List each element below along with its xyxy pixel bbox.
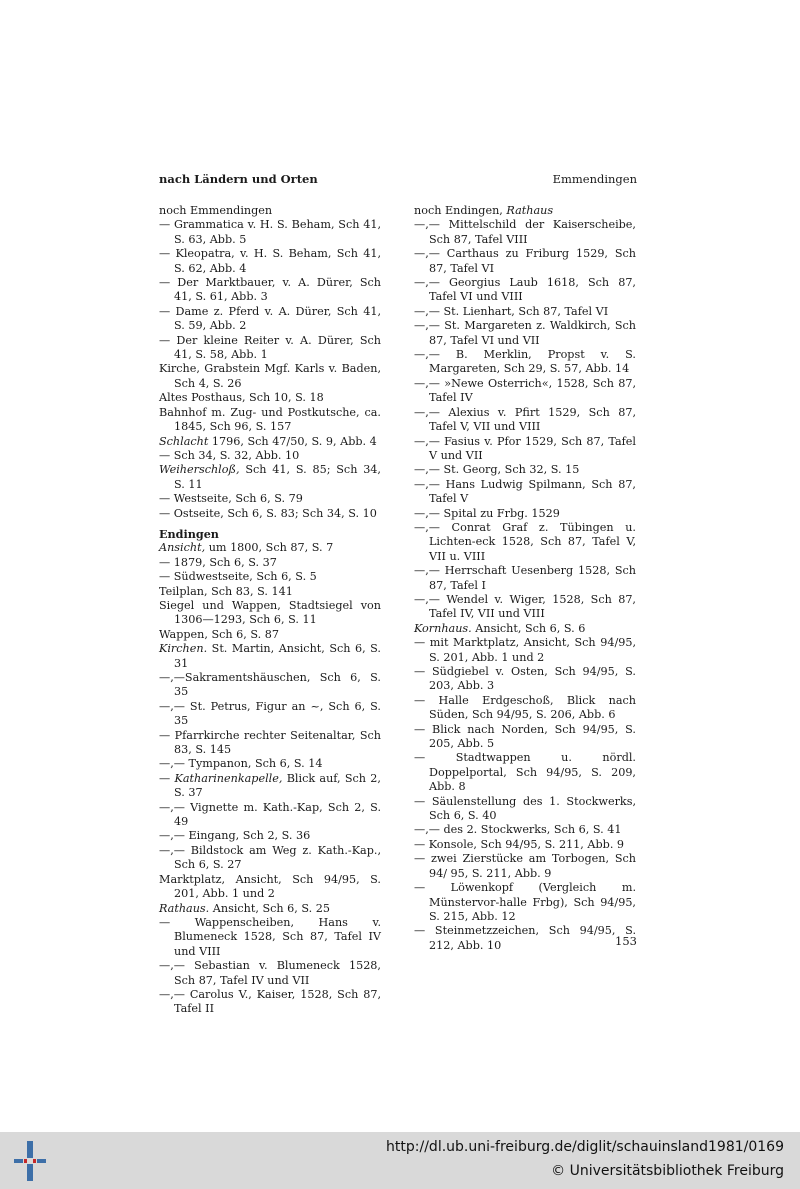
entry-italic-term: Kirchen. (159, 642, 208, 656)
index-entry (159, 492, 381, 506)
entry-text: — Konsole, Sch 94/95, S. 211, Abb. 9 (414, 837, 625, 851)
source-url-link[interactable]: http://dl.ub.uni-freiburg.de/diglit/schauinsland1981/0169 (386, 1139, 784, 1155)
footer-bar (0, 1132, 800, 1189)
entry-text: — Südwestseite, Sch 6, S. 5 (159, 570, 317, 584)
index-entry (159, 406, 381, 435)
index-entry (159, 599, 381, 628)
index-entry (414, 435, 636, 464)
index-entry (159, 247, 381, 276)
index-entry (159, 541, 381, 555)
index-entry (414, 723, 636, 752)
entry-text: —,— Herrschaft Uesenberg 1528, Sch 87, Tafel I (414, 564, 636, 592)
index-entry (159, 772, 381, 801)
entry-text: noch Emmendingen (159, 204, 273, 217)
index-entry (159, 829, 381, 843)
index-entry (159, 334, 381, 363)
index-entry (414, 478, 636, 507)
entry-text: —,— Sebastian v. Blumeneck 1528, Sch 87, Tafel IV und VII (159, 959, 381, 987)
entry-text: —,— Carthaus zu Friburg 1529, Sch 87, Tafel VI (414, 247, 636, 275)
index-entry (414, 622, 636, 636)
index-entry (414, 636, 636, 665)
entry-text: — Löwenkopf (Vergleich m. Münstervor-halle Frbg), Sch 94/95, S. 215, Abb. 12 (414, 881, 636, 923)
index-entry (414, 319, 636, 348)
index-entry (159, 204, 381, 218)
index-entry (414, 665, 636, 694)
entry-italic-term: Rathaus (506, 204, 554, 217)
index-entry (414, 694, 636, 723)
index-entry (414, 838, 636, 852)
index-entry (159, 988, 381, 1017)
index-entry (414, 924, 636, 953)
index-entry (414, 593, 636, 622)
index-entry (159, 305, 381, 334)
index-entry (159, 801, 381, 830)
index-entry (414, 463, 636, 477)
index-entry (159, 902, 381, 916)
entry-text: — Dame z. Pferd v. A. Dürer, Sch 41, S. 59, Abb. 2 (159, 304, 381, 333)
entry-text: —,— Bildstock am Weg z. Kath.-Kap., Sch 6, S. 27 (159, 843, 381, 872)
index-entry (414, 507, 636, 521)
index-entry (159, 435, 381, 449)
entry-text: Marktplatz, Ansicht, Sch 94/95, S. 201, Abb. 1 und 2 (159, 872, 381, 901)
index-entry (159, 959, 381, 988)
entry-text: —,— Vignette m. Kath.-Kap, Sch 2, S. 49 (159, 800, 381, 829)
index-column-right (414, 204, 636, 953)
entry-text: Teilplan, Sch 83, S. 141 (159, 584, 293, 598)
entry-text: —,— St. Lienhart, Sch 87, Tafel VI (414, 304, 609, 318)
index-entry (414, 852, 636, 881)
entry-text: Kirche, Grabstein Mgf. Karls v. Baden, Sch 4, S. 26 (159, 362, 381, 390)
entry-text: — Wappenscheiben, Hans v. Blumeneck 1528, Sch 87, Tafel IV und VIII (159, 915, 381, 958)
index-entry (159, 218, 381, 247)
entry-text: Bahnhof m. Zug- und Postkutsche, ca. 1845, Sch 96, S. 157 (159, 405, 381, 434)
entry-text: —,— Mittelschild der Kaiserscheibe, Sch 87, Tafel VIII (414, 218, 636, 246)
entry-text: —,— Conrat Graf z. Tübingen u. Lichten-eck 1528, Sch 87, Tafel V, VII u. VIII (414, 520, 636, 563)
index-entry (159, 391, 381, 405)
entry-text: —,— St. Georg, Sch 32, S. 15 (414, 463, 580, 477)
entry-text: — Kleopatra, v. H. S. Beham, Sch 41, S. 62, Abb. 4 (159, 247, 381, 275)
entry-text: — Sch 34, S. 32, Abb. 10 (159, 448, 300, 462)
entry-text: — Säulenstellung des 1. Stockwerks, Sch 6, S. 40 (414, 794, 636, 823)
entry-text: — (159, 771, 175, 785)
entry-text: Ansicht, Sch 6, S. 6 (471, 621, 586, 635)
entry-text: Sch 41, S. 85; Sch 34, S. 11 (174, 463, 381, 491)
entry-text: Wappen, Sch 6, S. 87 (159, 627, 279, 641)
index-heading (159, 527, 381, 541)
index-entry (414, 751, 636, 794)
entry-text: —,— Hans Ludwig Spilmann, Sch 87, Tafel V (414, 477, 636, 506)
index-entry (414, 204, 636, 218)
header-section-title: nach Ländern und Orten (159, 172, 318, 186)
entry-text: —,— Eingang, Sch 2, S. 36 (159, 829, 311, 843)
entry-italic-term: Rathaus. (159, 901, 210, 915)
index-column-left (159, 204, 381, 1017)
entry-text: —,— Georgius Laub 1618, Sch 87, Tafel VI und VIII (414, 276, 636, 304)
index-entry (159, 700, 381, 729)
index-entry (414, 377, 636, 406)
entry-text: noch Endingen, (414, 204, 507, 217)
entry-text: —,— Carolus V., Kaiser, 1528, Sch 87, Tafel II (159, 987, 381, 1016)
index-entry (159, 507, 381, 521)
entry-text: —,— Wendel v. Wiger, 1528, Sch 87, Tafel IV, VII und VIII (414, 592, 636, 621)
entry-text: Altes Posthaus, Sch 10, S. 18 (159, 391, 324, 405)
entry-text: —,— Tympanon, Sch 6, S. 14 (159, 757, 323, 771)
entry-text: —,— Alexius v. Pfirt 1529, Sch 87, Tafel V, VII und VIII (414, 405, 636, 434)
entry-text: — Der Marktbauer, v. A. Dürer, Sch 41, S. 61, Abb. 3 (159, 276, 381, 304)
entry-text: 1796, Sch 47/50, S. 9, Abb. 4 (208, 434, 377, 448)
entry-text: — Blick nach Norden, Sch 94/95, S. 205, Abb. 5 (414, 722, 636, 751)
index-entry (159, 642, 381, 671)
entry-text: —,— des 2. Stockwerks, Sch 6, S. 41 (414, 823, 622, 837)
entry-text: — Westseite, Sch 6, S. 79 (159, 492, 303, 506)
entry-text: — Pfarrkirche rechter Seitenaltar, Sch 83, S. 145 (159, 728, 381, 757)
entry-italic-term: Schlacht (159, 434, 209, 448)
entry-text: —,— Fasius v. Pfor 1529, Sch 87, Tafel V und VII (414, 434, 636, 462)
entry-text: — Ostseite, Sch 6, S. 83; Sch 34, S. 10 (159, 506, 377, 520)
index-entry (159, 570, 381, 584)
entry-text: Blick auf, Sch 2, S. 37 (174, 771, 381, 800)
index-entry (159, 916, 381, 959)
index-entry (414, 218, 636, 247)
library-logo-icon (12, 1139, 48, 1183)
entry-text: — 1879, Sch 6, S. 37 (159, 555, 277, 569)
entry-text: — Der kleine Reiter v. A. Dürer, Sch 41, S. 58, Abb. 1 (159, 333, 381, 362)
entry-text: — zwei Zierstücke am Torbogen, Sch 94/ 95, S. 211, Abb. 9 (414, 852, 636, 880)
index-entry (159, 585, 381, 599)
index-entry (414, 823, 636, 837)
index-entry (159, 449, 381, 463)
index-entry (159, 844, 381, 873)
entry-text: —,— St. Petrus, Figur an ~, Sch 6, S. 35 (159, 699, 381, 728)
index-entry (414, 881, 636, 924)
index-entry (159, 556, 381, 570)
entry-text: —,—Sakramentshäuschen, Sch 6, S. 35 (159, 671, 381, 699)
entry-italic-term: Weiherschloß, (159, 463, 240, 477)
header-place-name: Emmendingen (552, 172, 637, 186)
entry-text: —,— »Newe Osterrich«, 1528, Sch 87, Tafel IV (414, 376, 636, 405)
entry-text: Siegel und Wappen, Stadtsiegel von 1306—1293, Sch 6, S. 11 (159, 598, 381, 627)
index-entry (159, 362, 381, 391)
entry-text: — Halle Erdgeschoß, Blick nach Süden, Sch 94/95, S. 206, Abb. 6 (414, 693, 636, 722)
entry-text: Ansicht, Sch 6, S. 25 (209, 901, 331, 915)
index-entry (414, 247, 636, 276)
entry-text: um 1800, Sch 87, S. 7 (205, 541, 334, 555)
index-entry (414, 305, 636, 319)
index-entry (414, 564, 636, 593)
entry-text: — mit Marktplatz, Ansicht, Sch 94/95, S. 201, Abb. 1 und 2 (414, 636, 636, 664)
index-entry (159, 873, 381, 902)
entry-italic-term: Ansicht, (159, 541, 206, 555)
index-entry (159, 757, 381, 771)
entry-text: — Südgiebel v. Osten, Sch 94/95, S. 203, Abb. 3 (414, 665, 636, 693)
entry-text: St. Martin, Ansicht, Sch 6, S. 31 (174, 642, 381, 670)
index-entry (414, 276, 636, 305)
index-entry (159, 628, 381, 642)
entry-text: — Stadtwappen u. nördl. Doppelportal, Sch 94/95, S. 209, Abb. 8 (414, 751, 636, 794)
entry-text: —,— Spital zu Frbg. 1529 (414, 506, 560, 520)
entry-italic-term: Kornhaus. (414, 621, 472, 635)
index-entry (414, 348, 636, 377)
index-entry (159, 276, 381, 305)
entry-text: Endingen (159, 526, 219, 541)
index-entry (414, 521, 636, 564)
copyright-credit: © Universitätsbibliothek Freiburg (551, 1163, 784, 1179)
entry-text: —,— B. Merklin, Propst v. S. Margareten, Sch 29, S. 57, Abb. 14 (414, 348, 636, 376)
entry-text: —,— St. Margareten z. Waldkirch, Sch 87, Tafel VI und VII (414, 319, 636, 347)
entry-text: — Steinmetzzeichen, Sch 94/95, S. 212, Abb. 10 (414, 924, 636, 952)
index-entry (414, 795, 636, 824)
index-entry (414, 406, 636, 435)
index-entry (159, 671, 381, 700)
page-number: 153 (615, 934, 637, 948)
index-entry (159, 729, 381, 758)
entry-text: — Grammatica v. H. S. Beham, Sch 41, S. 63, Abb. 5 (159, 218, 381, 246)
entry-italic-term: Katharinenkapelle, (174, 771, 283, 785)
index-entry (159, 463, 381, 492)
